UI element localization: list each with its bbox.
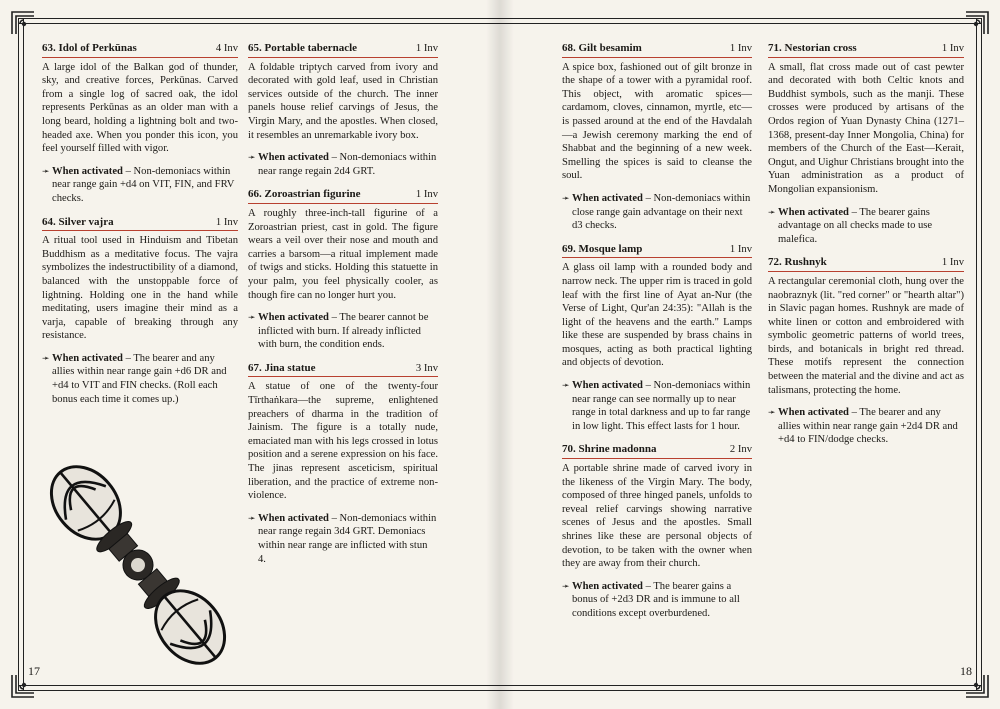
item-inventory: 3 Inv: [415, 362, 438, 374]
item-inventory: 1 Inv: [941, 257, 964, 269]
arrow-bullet-icon: ➛: [768, 407, 776, 418]
item-title: 63. Idol of Perkūnas: [42, 42, 137, 54]
page-number-right: 18: [960, 664, 972, 678]
activated-effect: [562, 580, 752, 621]
item-inventory: 2 Inv: [729, 444, 752, 456]
item-title: 66. Zoroastrian figurine: [248, 188, 361, 201]
activated-text: – The bearer cannot be inflicted with burn. If already inflicted with burn, the condition ends.: [258, 312, 429, 351]
activated-label: When activated: [572, 380, 643, 392]
item-inventory: 4 Inv: [215, 43, 238, 54]
activated-effect: [248, 311, 438, 352]
left-page-column-1: [42, 42, 238, 416]
item-inventory: 1 Inv: [729, 43, 752, 54]
arrow-bullet-icon: ➛: [562, 192, 570, 203]
activated-text: – Non-demoniacs within near range regain 2d4 GRT.: [258, 152, 437, 177]
item-64: [42, 216, 238, 407]
item-72: [768, 256, 964, 447]
activated-label: When activated: [52, 165, 123, 177]
top-border-right: [500, 18, 982, 24]
activated-effect: [768, 406, 964, 447]
arrow-bullet-icon: ➛: [562, 580, 570, 591]
arrow-bullet-icon: ➛: [248, 152, 256, 163]
ornament-corner-icon: [964, 10, 990, 36]
activated-text: – Non-demoniacs within near range regain 3d4 GRT. Demoniacs within near range are inflicted with stun 4.: [258, 512, 437, 565]
top-border-left: [18, 18, 500, 24]
item-description: A foldable triptych carved from ivory and decorated with gold leaf, used in Christian services outside of the church. The inner panels house relief carvings of Jesus, the Virgin Mary, and the apostles. When closed, it resembles an unremarkable ivory box.: [248, 61, 438, 141]
activated-label: When activated: [778, 407, 849, 419]
right-page-column-1: [562, 42, 752, 631]
activated-label: When activated: [572, 192, 643, 204]
activated-effect: [248, 512, 438, 566]
item-title: 70. Shrine madonna: [562, 443, 657, 456]
activated-label: When activated: [778, 206, 849, 218]
arrow-bullet-icon: ➛: [248, 512, 256, 523]
arrow-bullet-icon: ➛: [768, 206, 776, 217]
item-heading: [768, 256, 964, 272]
item-inventory: 1 Inv: [729, 243, 752, 255]
activated-label: When activated: [258, 512, 329, 524]
item-65: [248, 42, 438, 178]
activated-effect: [42, 352, 238, 406]
item-description: A ritual tool used in Hinduism and Tibetan Buddhism as a meditative focus. The vajra symbolizes the indestructibility of a diamond, balanced with the unstoppable force of lightning. Holding one in the hand while meditating, users imagine their mind as a varja, capable of breaking through any resistance.: [42, 235, 238, 342]
item-heading: [248, 362, 438, 378]
page-number-left: 17: [28, 664, 40, 678]
bottom-border-left: [18, 685, 500, 691]
item-title: 72. Rushnyk: [768, 256, 827, 269]
right-page-column-2: [768, 42, 964, 457]
item-66: [248, 188, 438, 352]
item-heading: [42, 216, 238, 232]
item-description: A glass oil lamp with a rounded body and narrow neck. The upper rim is traced in gold leaf with the first line of Ayat an-Nur (the Verse of Light, Qur'an 24:35): "Allah is the light of the heavens and the earth." Lamps like these are suspended by brass chains in mosques, acting as both practical lighting and objects of devotion.: [562, 262, 752, 369]
item-description: A rectangular ceremonial cloth, hung over the naobraznyk (lit. "red corner" or "hearth altar") in Slavic pagan homes. Rushnyk are made of white linen or cotton and embroidered with symbolic geometric patterns of world trees, birds, and botanicals in bright red thread. These motifs represent the connection between the material and the divine and act as talismans, protecting the home.: [768, 275, 964, 396]
arrow-bullet-icon: ➛: [42, 165, 50, 176]
item-heading: [42, 42, 238, 58]
arrow-bullet-icon: ➛: [42, 352, 50, 363]
activated-text: – Non-demoniacs within close range gain advantage on their next d3 checks.: [572, 192, 751, 232]
item-title: 65. Portable tabernacle: [248, 42, 358, 54]
item-title: 67. Jina statue: [248, 361, 316, 374]
item-heading: [768, 42, 964, 58]
item-heading: [562, 443, 752, 459]
left-page-column-2: [248, 42, 438, 576]
activated-label: When activated: [258, 152, 329, 164]
item-title: 68. Gilt besamim: [562, 42, 642, 54]
item-68: [562, 42, 752, 233]
activated-effect: [42, 165, 238, 206]
activated-text: – The bearer gains advantage on all checks made to use malefica.: [778, 206, 933, 245]
item-inventory: 1 Inv: [415, 189, 438, 201]
item-70: [562, 443, 752, 620]
bottom-border-right: [500, 685, 982, 691]
item-inventory: 1 Inv: [215, 216, 238, 228]
activated-label: When activated: [52, 352, 123, 364]
activated-effect: [562, 379, 752, 433]
item-inventory: 1 Inv: [941, 43, 964, 54]
item-description: A large idol of the Balkan god of thunder, sky, and creative forces, Perkūnas. Carved from a single log of sacred oak, the idol represents Perkūnas as an older man with a long beard, holding a lightning bolt and two-headed axe. When you ponder this icon, you feel yourself filled with vigor.: [42, 61, 238, 155]
item-heading: [248, 42, 438, 58]
item-67: [248, 362, 438, 566]
activated-text: – The bearer gains a bonus of +2d3 DR and is immune to all conditions except overburdened.: [572, 580, 740, 619]
item-inventory: 1 Inv: [415, 43, 438, 54]
item-description: A roughly three-inch-tall figurine of a Zoroastrian priest, cast in gold. The figure wears a veil over their nose and mouth and carries a barsom—a ritual implement made of twigs and sticks. Holding this statuette in your palm, you feel physically cooler, as though fire can no longer hurt you.: [248, 207, 438, 301]
item-71: [768, 42, 964, 246]
activated-effect: [562, 192, 752, 233]
item-63: [42, 42, 238, 206]
arrow-bullet-icon: ➛: [248, 312, 256, 323]
item-description: A spice box, fashioned out of gilt bronze in the shape of a tower with a pyramidal roof. This object, with aromatic spices—cardamom, cloves, cinnamon, myrtle, etc—is passed around at the end of the Havdalah—a Jewish ceremony marking the end of Shabbat and the beginning of a new week. Smelling the spices is said to cleanse the soul.: [562, 61, 752, 182]
activated-text: – Non-demoniacs within near range can see normally up to near range in total darkness and up to far range in low light. This effect lasts for 1 hour.: [572, 380, 751, 432]
item-description: A portable shrine made of carved ivory in the likeness of the Virgin Mary. The body, composed of three hinged panels, unfolds to reveal relief carvings showing narrative scenes of Jesus and the apostles. Small shrines like these are personal objects of devotion, to be taken with the owner when they are away from their church.: [562, 463, 752, 570]
item-description: A small, flat cross made out of cast pewter and decorated with both Celtic knots and Buddhist symbols, such as the manji. These crosses were produced by artisans of the Ordos region of Yuan Dynasty China (1271–1368, present-day Inner Mongolia, China) for members of the Church of the East—Kerait, Ongut, and Uighur Christians brought into the Yuan administration as a product of Mongolian expansionism.: [768, 61, 964, 195]
activated-label: When activated: [258, 312, 329, 324]
item-heading: [562, 42, 752, 58]
item-title: 64. Silver vajra: [42, 215, 114, 228]
activated-effect: [768, 206, 964, 247]
activated-text: – The bearer and any allies within near range gain +d6 DR and +d4 to VIT and FIN checks. (Roll each bonus each time it comes up.): [52, 352, 227, 405]
activated-text: – Non-demoniacs within near range gain +d4 on VIT, FIN, and FRV checks.: [52, 165, 235, 204]
item-heading: [562, 243, 752, 259]
item-title: 69. Mosque lamp: [562, 242, 643, 255]
right-border-outer: [976, 18, 982, 691]
activated-text: – The bearer and any allies within near range gain +2d4 DR and +d4 to FIN/dodge checks.: [778, 407, 958, 446]
activated-label: When activated: [572, 580, 643, 592]
activated-effect: [248, 151, 438, 178]
arrow-bullet-icon: ➛: [562, 380, 570, 391]
item-heading: [248, 188, 438, 204]
right-page: [500, 0, 1000, 709]
item-69: [562, 243, 752, 434]
item-description: A statue of one of the twenty-four Tīrthaṅkara—the supreme, enlightened preachers of dharma in the tradition of Jainism. The figure is a totally nude, emaciated man with his legs crossed in lotus position and a serene expression on his face. The jinas represent asceticism, spiritual liberation, and the practice of extreme non-violence.: [248, 381, 438, 502]
ornament-corner-icon: [10, 10, 36, 36]
vajra-illustration-icon: [22, 450, 254, 680]
item-title: 71. Nestorian cross: [768, 42, 857, 54]
